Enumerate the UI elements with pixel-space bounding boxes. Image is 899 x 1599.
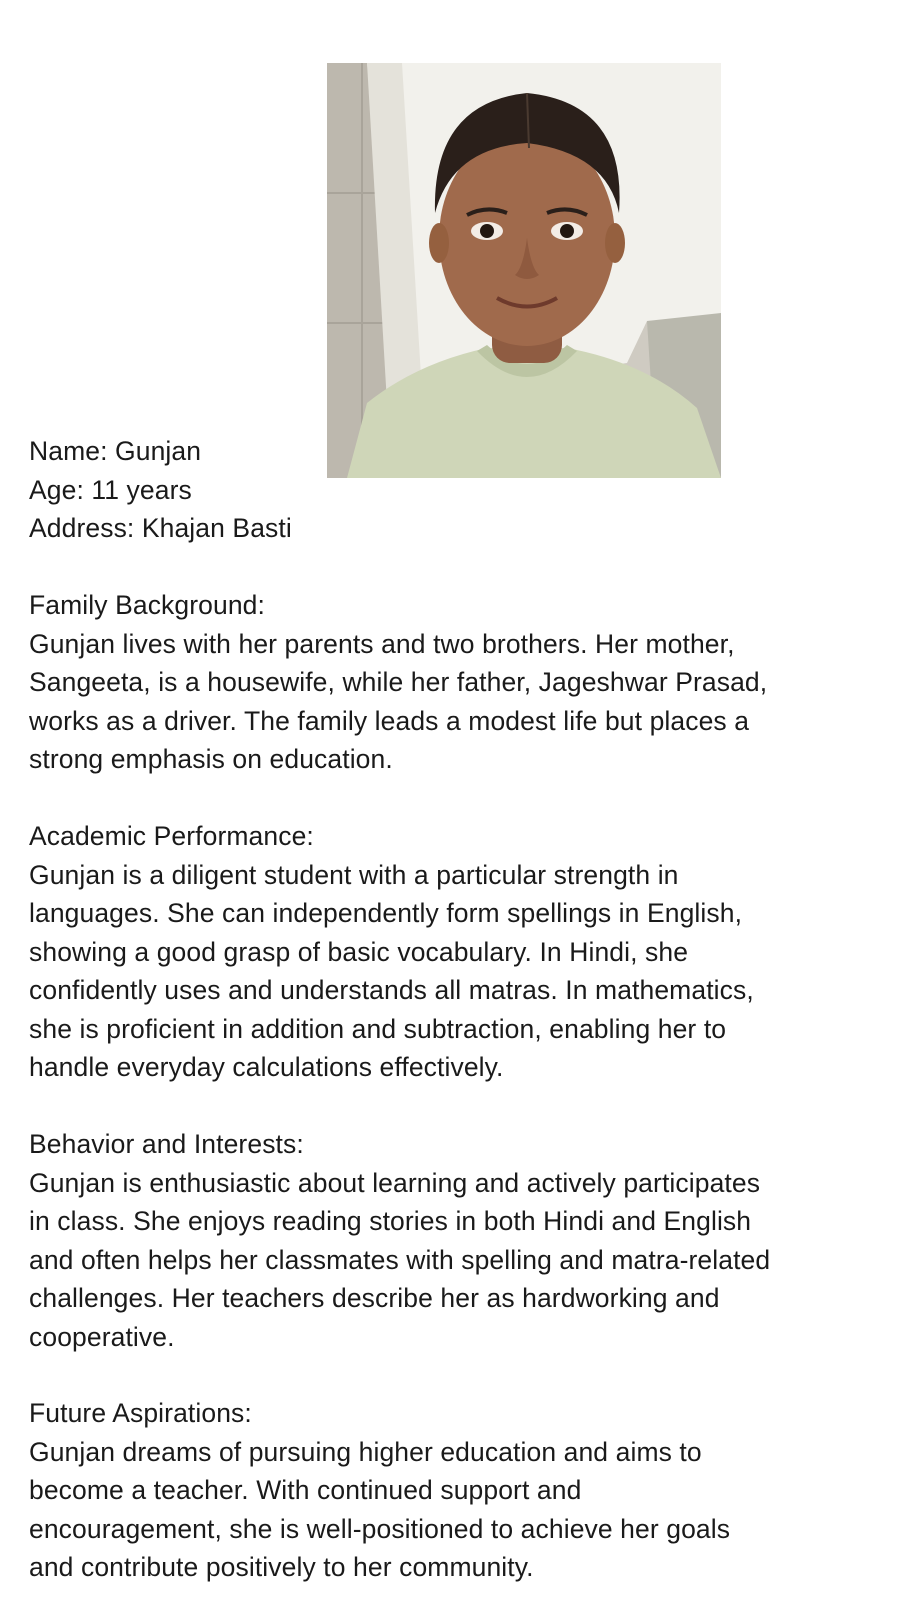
family-background-section (29, 586, 879, 779)
paragraph-line: and contribute positively to her community. (29, 1552, 534, 1582)
paragraph-line: in class. She enjoys reading stories in both Hindi and English (29, 1206, 752, 1236)
student-name: Name: Gunjan (29, 436, 202, 466)
paragraph-line: Gunjan is a diligent student with a particular strength in (29, 859, 679, 890)
paragraph-line: encouragement, she is well-positioned to achieve her goals (29, 1513, 731, 1544)
student-photo (327, 63, 721, 478)
paragraph-line: become a teacher. With continued support and (29, 1475, 582, 1505)
paragraph-line: she is proficient in addition and subtraction, enabling her to (29, 1013, 727, 1044)
paragraph-line: confidently uses and understands all matras. In mathematics, (29, 975, 754, 1005)
paragraph-line: Gunjan lives with her parents and two brothers. Her mother, (29, 628, 735, 659)
student-photo-illustration (327, 63, 721, 478)
section-heading: Academic Performance: (29, 821, 314, 851)
behavior-interests-section (29, 1125, 879, 1356)
section-heading: Behavior and Interests: (29, 1129, 304, 1159)
paragraph-line: Gunjan dreams of pursuing higher education and aims to (29, 1436, 702, 1467)
section-heading: Family Background: (29, 590, 265, 620)
paragraph-line: and often helps her classmates with spelling and matra-related (29, 1244, 771, 1275)
future-aspirations-section (29, 1394, 879, 1587)
paragraph-line: cooperative. (29, 1321, 175, 1352)
section-heading: Future Aspirations: (29, 1398, 252, 1428)
paragraph-line: Gunjan is enthusiastic about learning and actively participates (29, 1167, 761, 1198)
paragraph-line: handle everyday calculations effectively. (29, 1052, 504, 1082)
student-age: Age: 11 years (29, 474, 192, 505)
paragraph-line: challenges. Her teachers describe her as hardworking and (29, 1283, 720, 1313)
paragraph-line: Sangeeta, is a housewife, while her father, Jageshwar Prasad, (29, 667, 768, 697)
paragraph-line: languages. She can independently form spellings in English, (29, 898, 743, 928)
academic-performance-section (29, 817, 879, 1087)
paragraph-line: strong emphasis on education. (29, 744, 393, 774)
paragraph-line: showing a good grasp of basic vocabulary. In Hindi, she (29, 936, 689, 967)
student-address: Address: Khajan Basti (29, 513, 292, 543)
paragraph-line: works as a driver. The family leads a modest life but places a (29, 705, 750, 736)
profile-info (29, 432, 879, 548)
